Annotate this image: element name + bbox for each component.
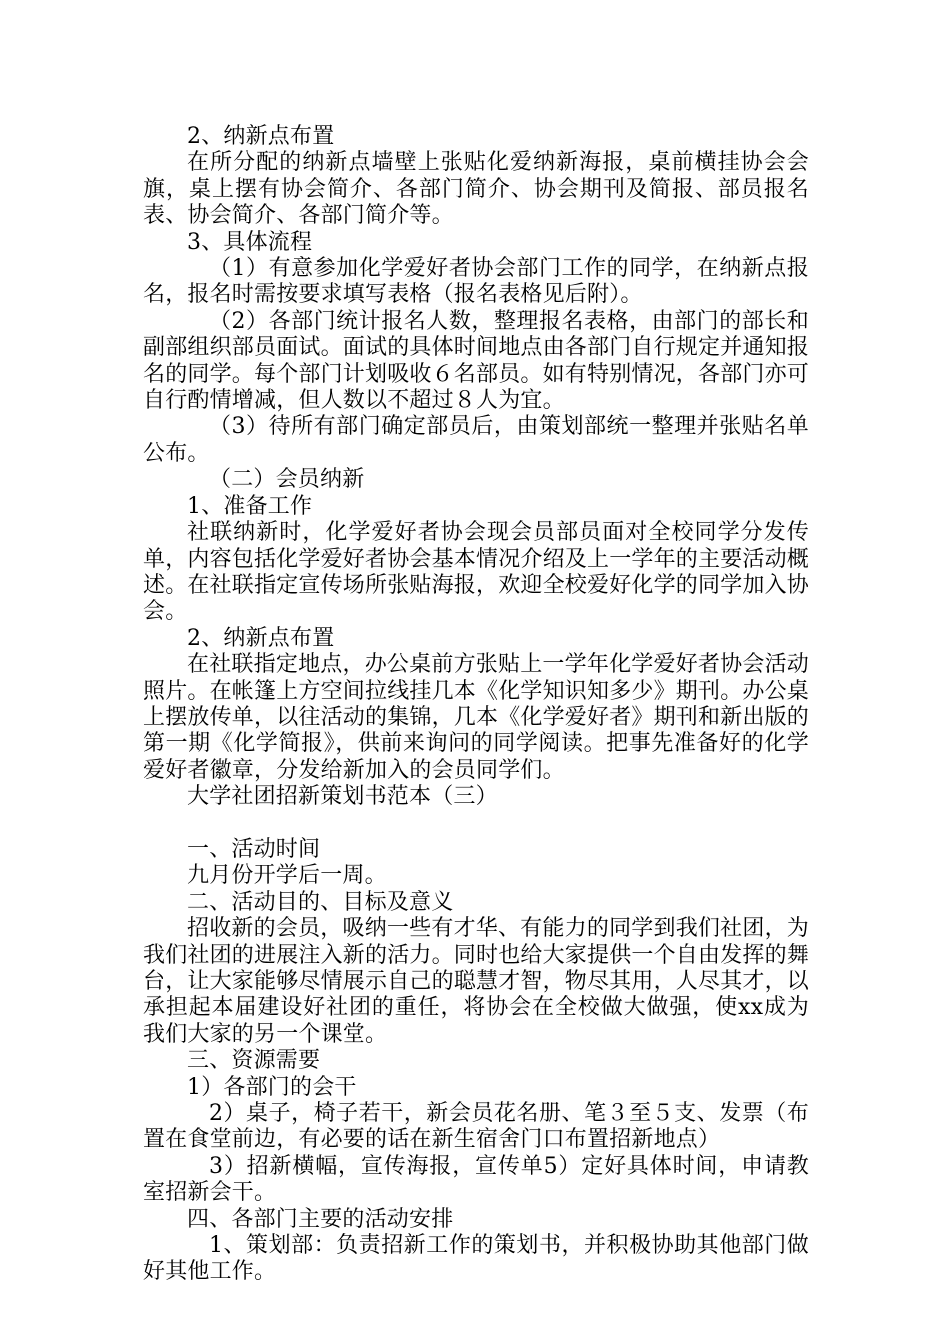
paragraph-activity-time: 九月份开学后一周。: [187, 863, 387, 889]
heading-resource-needs: 三、资源需要: [187, 1048, 321, 1074]
document-body: [143, 124, 809, 1286]
heading-activity-purpose: 二、活动目的、目标及意义: [187, 889, 454, 915]
section-title-template-3: 大学社团招新策划书范本（三）: [187, 784, 498, 810]
paragraph-booth-setup-2: 在社联指定地点，办公桌前方张贴上一学年化学爱好者协会活动照片。在帐篷上方空间拉线挂几本《化学知识知多少》期刊。办公桌上摆放传单，以往活动的集锦，几本《化学爱好者》期刊和新出版的第一期《化学简报》，供前来询问的同学阅读。把事先准备好的化学爱好者徽章，分发给新加入的会员同学们。: [143, 652, 810, 783]
heading-department-arrangements: 四、各部门主要的活动安排: [187, 1206, 454, 1232]
paragraph-process-step-3: （3）待所有部门确定部员后，由策划部统一整理并张贴名单公布。: [143, 414, 809, 466]
paragraph-process-step-2: （2）各部门统计报名人数，整理报名表格，由部门的部长和副部组织部员面试。面试的具体时间地点由各部门自行规定并通知报名的同学。每个部门计划吸收６名部员。如有特别情况，各部门亦可自行酌情增减，但人数以不超过８人为宜。: [143, 308, 810, 414]
heading-member-recruitment: （二）会员纳新: [209, 467, 365, 493]
paragraph-resource-3: 3）招新横幅，宣传海报，宣传单5）定好具体时间，申请教室招新会干。: [143, 1153, 809, 1206]
paragraph-resource-2: 2）桌子，椅子若干，新会员花名册、笔３至５支、发票（布置在食堂前边，有必要的话在新生宿舍门口布置招新地点）: [143, 1101, 809, 1153]
heading-recruitment-booth-setup: 2、纳新点布置: [187, 124, 335, 149]
paragraph-booth-setup: 在所分配的纳新点墙壁上张贴化爱纳新海报，桌前横挂协会会旗，桌上摆有协会简介、各部门简介、协会期刊及简报、部员报名表、协会简介、各部门简介等。: [143, 150, 809, 229]
heading-activity-time: 一、活动时间: [187, 836, 321, 862]
heading-specific-process: 3、具体流程: [187, 229, 313, 255]
paragraph-process-step-1: （1）有意参加化学爱好者协会部门工作的同学，在纳新点报名，报名时需按要求填写表格（报名表格见后附）。: [143, 256, 809, 308]
heading-booth-setup-2: 2、纳新点布置: [187, 625, 335, 651]
heading-preparation: 1、准备工作: [187, 493, 313, 519]
paragraph-planning-department: 1、策划部：负责招新工作的策划书，并积极协助其他部门做好其他工作。: [143, 1233, 809, 1285]
paragraph-resource-1: 1）各部门的会干: [187, 1074, 357, 1100]
paragraph-activity-purpose: 招收新的会员，吸纳一些有才华、有能力的同学到我们社团，为我们社团的进展注入新的活力。同时也给大家提供一个自由发挥的舞台，让大家能够尽情展示自己的聪慧才智，物尽其用，人尽其才，以承担起本届建设好社团的重任，将协会在全校做大做强，使xx成为我们大家的另一个课堂。: [143, 916, 810, 1047]
paragraph-preparation: 社联纳新时，化学爱好者协会现会员部员面对全校同学分发传单，内容包括化学爱好者协会基本情况介绍及上一学年的主要活动概述。在社联指定宣传场所张贴海报，欢迎全校爱好化学的同学加入协会。: [143, 520, 810, 625]
blank-line: [143, 811, 809, 837]
